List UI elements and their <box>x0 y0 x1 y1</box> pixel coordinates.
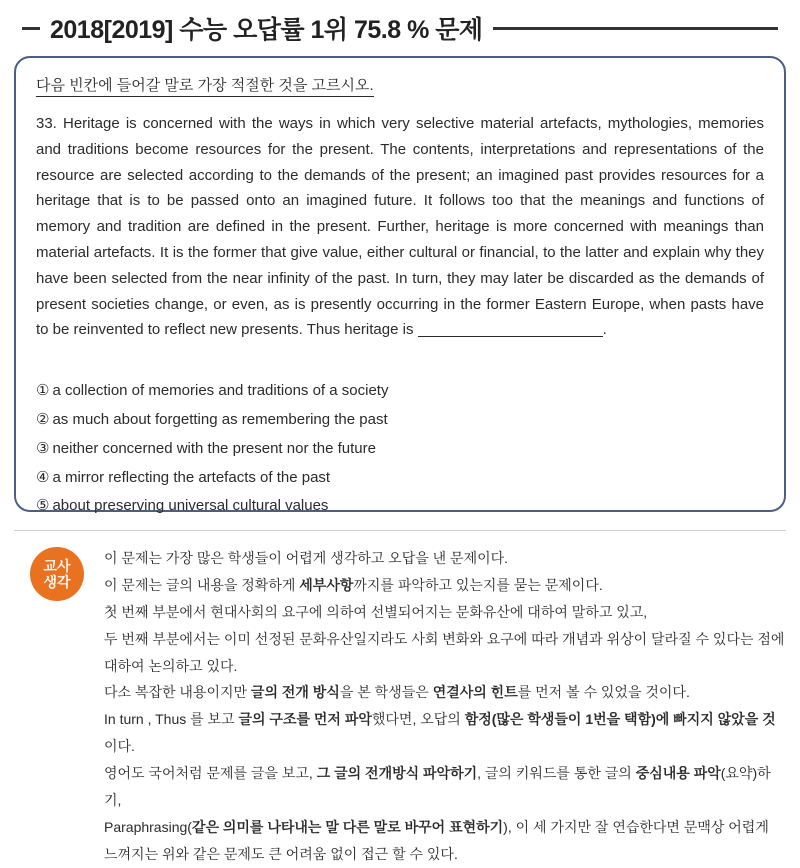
comment-line <box>104 814 786 841</box>
teacher-comment-badge <box>30 547 84 601</box>
choice-label: a collection of memories and traditions of a society <box>52 382 389 400</box>
choice-option-4[interactable] <box>36 464 764 493</box>
choice-number: ② <box>36 410 50 428</box>
badge-line-2: 생각 <box>43 574 71 590</box>
title-rule-left <box>22 27 40 30</box>
passage-text: 33. Heritage is concerned with the ways in which very selective material artefacts, mythologies, memories and traditions become resources for the present. The contents, interpretations and representations of the resource are selected according to the demands of the present; an imagined past provides resources for a heritage that is to be passed onto an imagined future. It follows too that the meanings and functions of memory and tradition are defined in the present. Further, heritage is more concerned with meanings than material artefacts. It is the former that give value, either cultural or financial, to the latter and explain why they have been selected from the near infinity of the past. In turn, they may later be discarded as the demands of present societies change, or even, as is presently occurring in the former Eastern Europe, when pasts have to be reinvented to reflect new presents. Thus heritage is <box>36 115 764 339</box>
comment-line <box>104 706 786 760</box>
comment-line <box>104 626 786 653</box>
page-title-row <box>0 0 800 52</box>
question-passage <box>36 111 764 343</box>
choice-option-3[interactable] <box>36 435 764 464</box>
comment-emphasis: 중심내용 파악 <box>635 765 721 781</box>
comment-emphasis: 함정(많은 학생들이 1번을 택함)에 빠지지 않았을 것 <box>464 711 776 728</box>
badge-line-1: 교사 <box>43 557 71 574</box>
page-title: 2018[2019] 수능 오답률 1위 75.8 % 문제 <box>50 16 483 44</box>
comment-emphasis: 글의 전개 방식 <box>250 684 340 701</box>
comment-text: 영어도 국어처럼 문제를 글을 보고, <box>104 765 317 781</box>
choice-list <box>36 377 764 521</box>
teacher-comment-section <box>0 531 800 868</box>
comment-text: 첫 번째 부분에서 현대사회의 요구에 의하여 선별되어지는 문화유산에 대하여 말하고 있고, <box>104 603 648 620</box>
choice-label: a mirror reflecting the artefacts of the past <box>52 468 331 486</box>
comment-text: 를 먼저 볼 수 있었을 것이다. <box>517 684 690 701</box>
comment-text: 까지를 파악하고 있는지를 묻는 문제이다. <box>353 576 603 593</box>
choice-number: ① <box>36 382 50 400</box>
choice-label: about preserving universal cultural values <box>52 497 329 515</box>
choice-option-2[interactable] <box>36 406 764 435</box>
choice-option-5[interactable] <box>36 492 764 521</box>
comment-text: 했다면, 오답의 <box>371 711 465 728</box>
comment-text: 느껴지는 위와 같은 문제도 큰 어려움 없이 접근 할 수 있다. <box>104 845 458 862</box>
comment-text: Paraphrasing( <box>104 818 192 835</box>
comment-line <box>104 653 786 680</box>
comment-text: 을 본 학생들은 <box>339 684 433 701</box>
comment-emphasis: 세부사항 <box>299 576 354 593</box>
title-rule-right <box>493 27 778 30</box>
comment-line <box>104 599 786 626</box>
comment-text: 대하여 논의하고 있다. <box>104 657 238 674</box>
comment-text: 이 문제는 글의 내용을 정확하게 <box>104 576 300 593</box>
comment-line <box>104 679 786 706</box>
comment-emphasis: 연결사의 힌트 <box>432 684 518 701</box>
teacher-comment-body <box>98 545 786 868</box>
comment-text: ), 이 세 가지만 잘 연습한다면 문맥상 어렵게 <box>503 818 769 835</box>
question-card <box>14 56 786 515</box>
comment-text: In turn , Thus 를 보고 <box>104 711 239 728</box>
comment-text: , 글의 키워드를 통한 글의 <box>477 765 636 781</box>
comment-line <box>104 572 786 599</box>
comment-text: 다소 복잡한 내용이지만 <box>104 684 251 701</box>
comment-emphasis: 그 글의 전개방식 파악하기 <box>316 765 478 781</box>
comment-text: 이다. <box>104 738 135 755</box>
choice-number: ③ <box>36 439 50 457</box>
comment-emphasis: 글의 구조를 먼저 파악 <box>238 711 372 728</box>
choice-number: ④ <box>36 468 50 486</box>
comment-text: 두 번째 부분에서는 이미 선정된 문화유산일지라도 사회 변화와 요구에 따라 개념과 위상이 달라질 수 있다는 점에 <box>104 630 785 647</box>
answer-blank <box>418 336 603 337</box>
choice-label: as much about forgetting as remembering the past <box>52 410 388 428</box>
choice-option-1[interactable] <box>36 377 764 406</box>
choice-number: ⑤ <box>36 497 50 515</box>
passage-tail: . <box>602 321 607 339</box>
comment-text: (요약)하기, <box>104 765 771 808</box>
question-instruction: 다음 빈칸에 들어갈 말로 가장 적절한 것을 고르시오. <box>36 74 374 97</box>
comment-text: 이 문제는 가장 많은 학생들이 어렵게 생각하고 오답을 낸 문제이다. <box>104 550 509 566</box>
comment-line <box>104 545 786 572</box>
choice-label: neither concerned with the present nor the future <box>52 439 376 457</box>
comment-line <box>104 760 786 814</box>
comment-emphasis: 같은 의미를 나타내는 말 다른 말로 바꾸어 표현하기 <box>191 818 504 835</box>
comment-line <box>104 841 786 868</box>
